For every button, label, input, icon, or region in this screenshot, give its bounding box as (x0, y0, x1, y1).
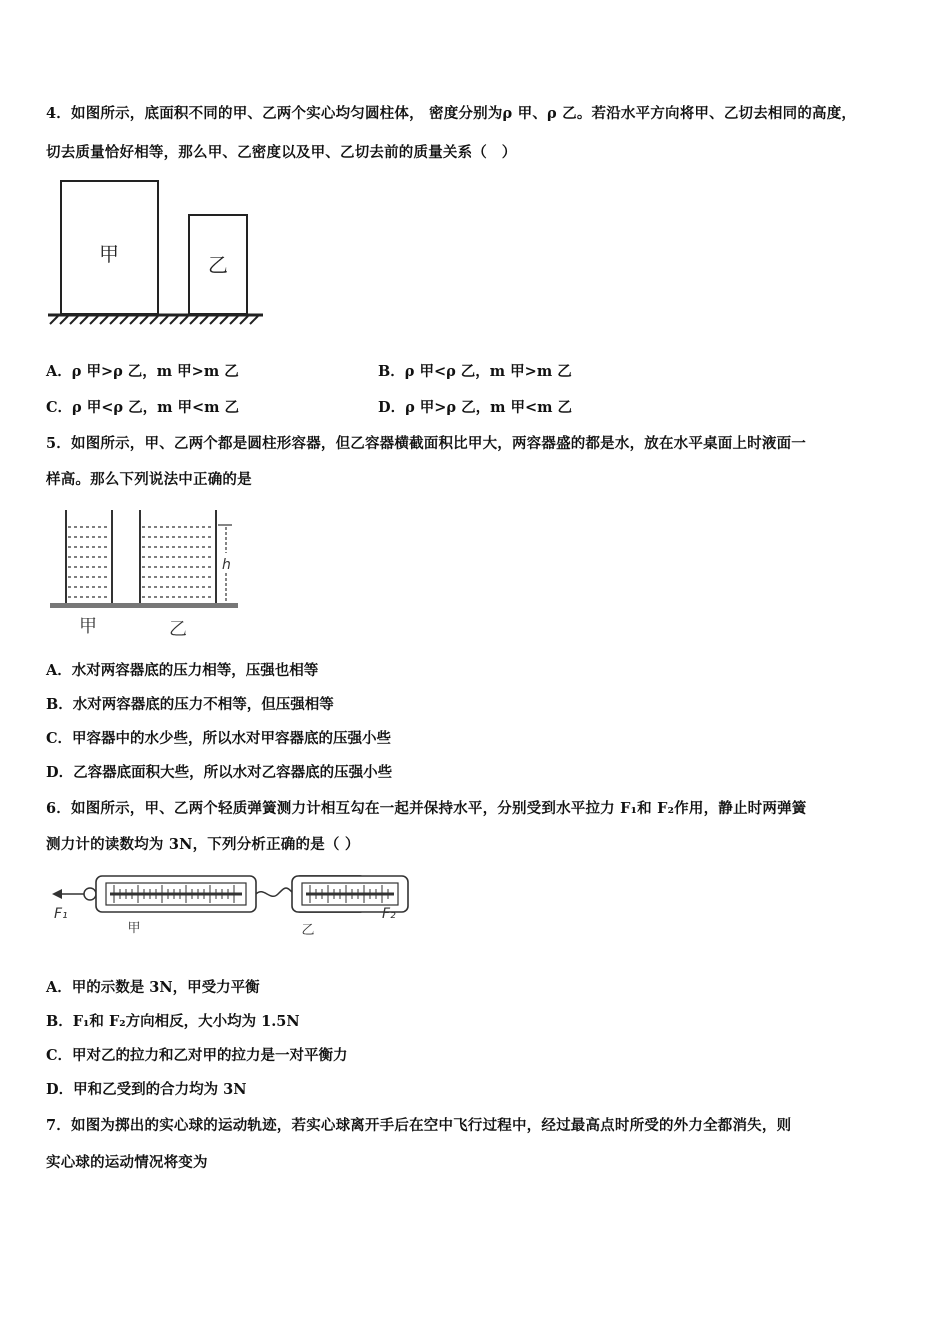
q6-figure (50, 870, 410, 940)
q4-label-jia: 甲 (99, 242, 119, 266)
q4-option-b[interactable]: B．ρ 甲<ρ 乙，m 甲>m 乙 (378, 363, 572, 380)
q5-stem-line2: 样高。那么下列说法中正确的是 (46, 471, 252, 488)
q5-label-jia: 甲 (79, 616, 97, 637)
q5-option-a[interactable]: A．水对两容器底的压力相等，压强也相等 (46, 662, 319, 679)
q6-option-b[interactable]: B．F₁和 F₂方向相反，大小均为 1.5N (46, 1013, 300, 1030)
q5-option-b[interactable]: B．水对两容器底的压力不相等，但压强相等 (46, 696, 334, 713)
q6-force-left: F₁ (54, 906, 68, 922)
q6-label-jia: 甲 (127, 921, 141, 936)
q6-force-right: F₂ (382, 906, 396, 922)
q5-height-label: h (222, 557, 231, 573)
q4-option-c[interactable]: C．ρ 甲<ρ 乙，m 甲<m 乙 (46, 399, 240, 416)
q6-option-a[interactable]: A．甲的示数是 3N，甲受力平衡 (46, 979, 260, 996)
q6-option-d[interactable]: D．甲和乙受到的合力均为 3N (46, 1081, 247, 1098)
q5-stem-line1: 5．如图所示，甲、乙两个都是圆柱形容器，但乙容器横截面积比甲大，两容器盛的都是水，放在水平桌面上时液面一 (46, 435, 806, 452)
q4-stem-line1: 4．如图所示，底面积不同的甲、乙两个实心均匀圆柱体， 密度分别为ρ 甲、ρ 乙。若沿水平方向将甲、乙切去相同的高度， (46, 105, 857, 122)
q5-label-yi: 乙 (169, 619, 187, 640)
q4-stem-line2: 切去质量恰好相等，那么甲、乙密度以及甲、乙切去前的质量关系（ ） (46, 144, 517, 161)
q4-label-yi: 乙 (208, 253, 228, 277)
q5-option-c[interactable]: C．甲容器中的水少些，所以水对甲容器底的压强小些 (46, 730, 392, 747)
q7-stem-line2: 实心球的运动情况将变为 (46, 1154, 208, 1171)
q5-figure (48, 507, 248, 642)
q6-right-arrow (398, 870, 408, 910)
q6-stem-line1: 6．如图所示，甲、乙两个轻质弹簧测力计相互勾在一起并保持水平，分别受到水平拉力 F₁和 F₂作用，静止时两弹簧 (46, 800, 807, 817)
q7-stem-line1: 7．如图为掷出的实心球的运动轨迹，若实心球离开手后在空中飞行过程中，经过最高点时所受的外力全都消失，则 (46, 1117, 792, 1134)
q6-option-c[interactable]: C．甲对乙的拉力和乙对甲的拉力是一对平衡力 (46, 1047, 348, 1064)
q4-option-d[interactable]: D．ρ 甲>ρ 乙，m 甲<m 乙 (378, 399, 573, 416)
q4-figure (46, 178, 266, 328)
q5-option-d[interactable]: D．乙容器底面积大些，所以水对乙容器底的压强小些 (46, 764, 393, 781)
q4-option-a[interactable]: A．ρ 甲>ρ 乙，m 甲>m 乙 (46, 363, 239, 380)
q6-label-yi: 乙 (301, 923, 315, 938)
q6-stem-line2: 测力计的读数均为 3N，下列分析正确的是（ ） (46, 836, 360, 853)
